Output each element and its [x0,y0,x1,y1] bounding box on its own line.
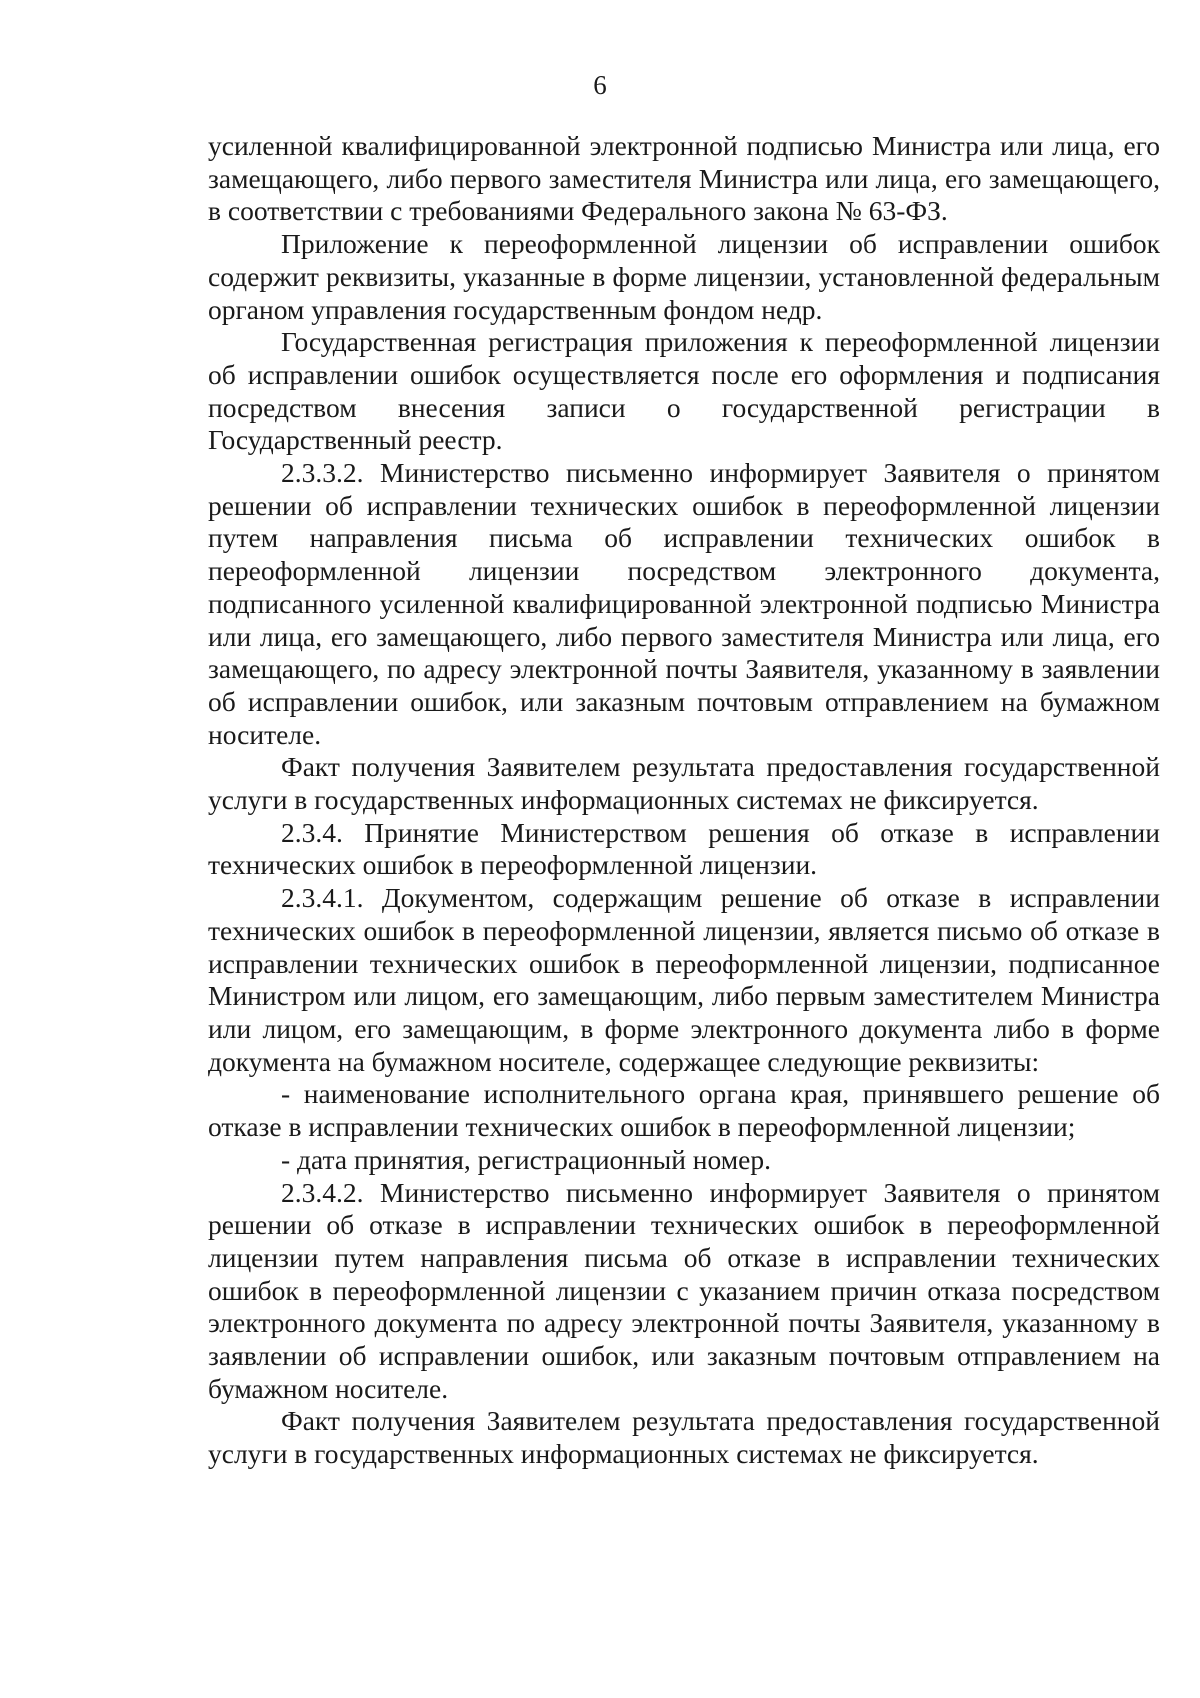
paragraph-2-3-4-2: 2.3.4.2. Министерство письменно информирует Заявителя о принятом решении об отказе в исправлении технических ошибок в переоформленной лицензии путем направления письма об отказе в исправлении технических ошибок в переоформленной лицензии с указанием причин отказа посредством электронного документа по адресу электронной почты Заявителя, указанному в заявлении об исправлении ошибок, или заказным почтовым отправлением на бумажном носителе. [208,1176,1160,1404]
list-item-date-number: - дата принятия, регистрационный номер. [281,1143,771,1175]
paragraph-fact-not-recorded-2: Факт получения Заявителем результата предоставления государственной услуги в государственных информационных системах не фиксируется. [208,1405,1160,1470]
paragraph-2-3-4: 2.3.4. Принятие Министерством решения об отказе в исправлении технических ошибок в переоформленной лицензии. [208,816,1160,881]
paragraph-continuation: усиленной квалифицированной электронной подписью Министра или лица, его замещающего, либо первого заместителя Министра или лица, его замещающего, в соответствии с требованиями Федерального закона № 63-ФЗ. [208,130,1160,227]
paragraph-2-3-4-1: 2.3.4.1. Документом, содержащим решение об отказе в исправлении технических ошибок в переоформленной лицензии, является письмо об отказе в исправлении технических ошибок в переоформленной лицензии, подписанное Министром или лицом, его замещающим, либо первым заместителем Министра или лицом, его замещающим, в форме электронного документа либо в форме документа на бумажном носителе, содержащее следующие реквизиты: [208,882,1160,1077]
paragraph-2-3-3-2: 2.3.3.2. Министерство письменно информирует Заявителя о принятом решении об исправлении технических ошибок в переоформленной лицензии путем направления письма об исправлении технических ошибок в переоформленной лицензии посредством электронного документа, подписанного усиленной квалифицированной электронной подписью Министра или лица, его замещающего, либо первого заместителя Министра или лица, его замещающего, по адресу электронной почты Заявителя, указанному в заявлении об исправлении ошибок, или заказным почтовым отправлением на бумажном носителе. [208,457,1160,750]
paragraph-annex-registration: Государственная регистрация приложения к переоформленной лицензии об исправлении ошибок осуществляется после его оформления и подписания посредством внесения записи о государственной регистрации в Государственный реестр. [208,326,1160,456]
list-item-authority-name: - наименование исполнительного органа края, принявшего решение об отказе в исправлении технических ошибок в переоформленной лицензии; [208,1078,1160,1143]
paragraph-fact-not-recorded-1: Факт получения Заявителем результата предоставления государственной услуги в государственных информационных системах не фиксируется. [208,751,1160,816]
document-body [208,130,1160,1471]
paragraph-annex-requisites: Приложение к переоформленной лицензии об исправлении ошибок содержит реквизиты, указанные в форме лицензии, установленной федеральным органом управления государственным фондом недр. [208,228,1160,325]
page-number: 6 [593,70,607,100]
